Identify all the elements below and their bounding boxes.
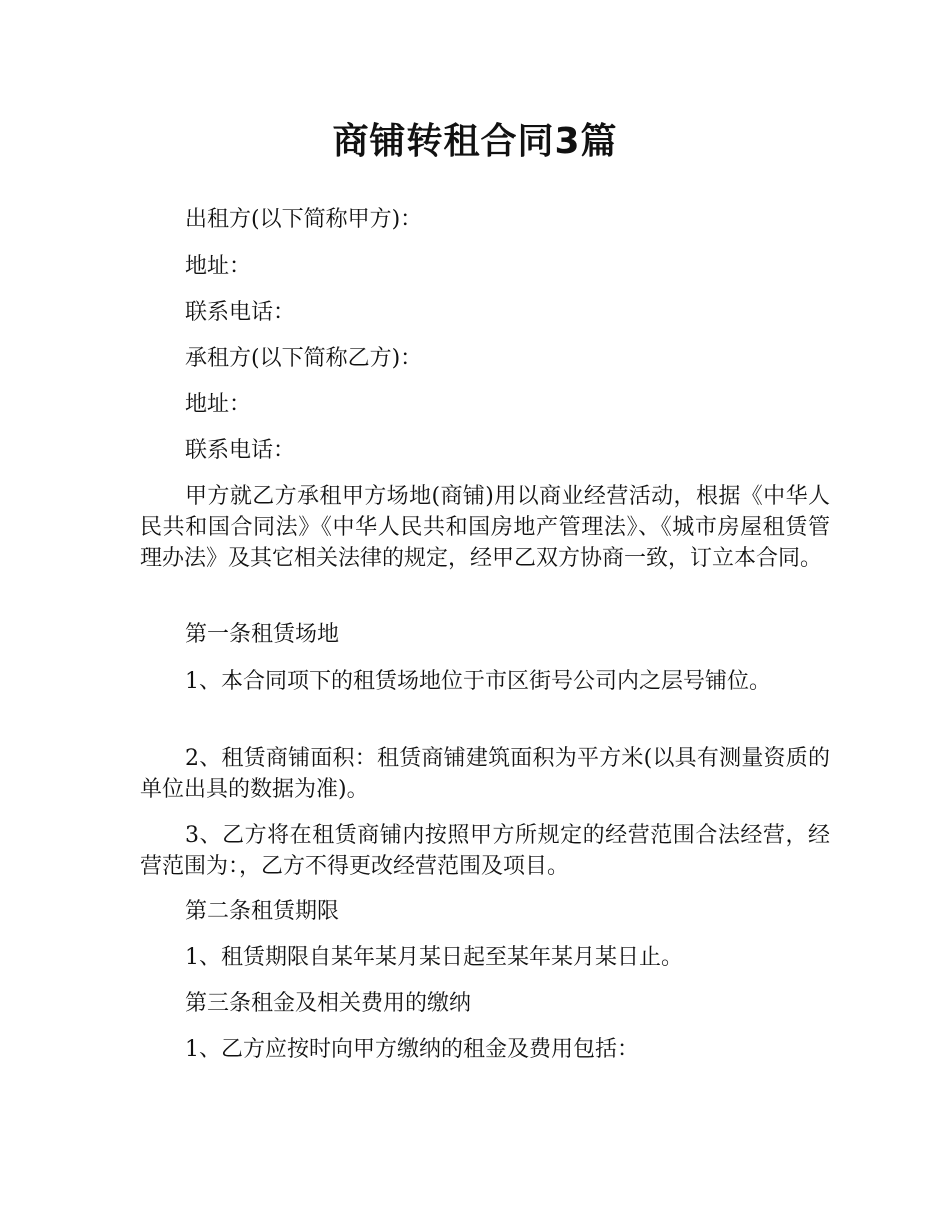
lessee-address-label: 地址： bbox=[185, 392, 252, 417]
article1-heading: 第一条租赁场地 bbox=[185, 622, 340, 647]
lessor-phone-label: 联系电话： bbox=[185, 300, 296, 325]
article1-item1: 1、本合同项下的租赁场地位于市区街号公司内之层号铺位。 bbox=[185, 669, 771, 694]
article2-heading: 第二条租赁期限 bbox=[185, 899, 340, 924]
lessor-address-label: 地址： bbox=[185, 254, 252, 279]
article3-heading: 第三条租金及相关费用的缴纳 bbox=[185, 991, 472, 1016]
article1-item2: 2、租赁商铺面积：租赁商铺建筑面积为平方米(以具有测量资质的单位出具的数据为准)。 bbox=[140, 746, 830, 802]
article3-item1: 1、乙方应按时向甲方缴纳的租金及费用包括： bbox=[185, 1037, 639, 1062]
article2-item1: 1、租赁期限自某年某月某日起至某年某月某日止。 bbox=[185, 945, 683, 970]
preamble-paragraph: 甲方就乙方承租甲方场地(商铺)用以商业经营活动，根据《中华人民共和国合同法》《中华人民共和国房地产管理法》、《城市房屋租赁管理办法》及其它相关法律的规定，经甲乙双方协商一致，订立本合同。 bbox=[140, 484, 830, 571]
lessee-label: 承租方(以下简称乙方)： bbox=[185, 346, 423, 371]
article1-item3: 3、乙方将在租赁商铺内按照甲方所规定的经营范围合法经营，经营范围为：，乙方不得更改经营范围及项目。 bbox=[140, 823, 830, 879]
lessee-phone-label: 联系电话： bbox=[185, 438, 296, 463]
lessor-label: 出租方(以下简称甲方)： bbox=[185, 207, 423, 232]
document-title: 商铺转租合同3篇 bbox=[332, 121, 618, 162]
